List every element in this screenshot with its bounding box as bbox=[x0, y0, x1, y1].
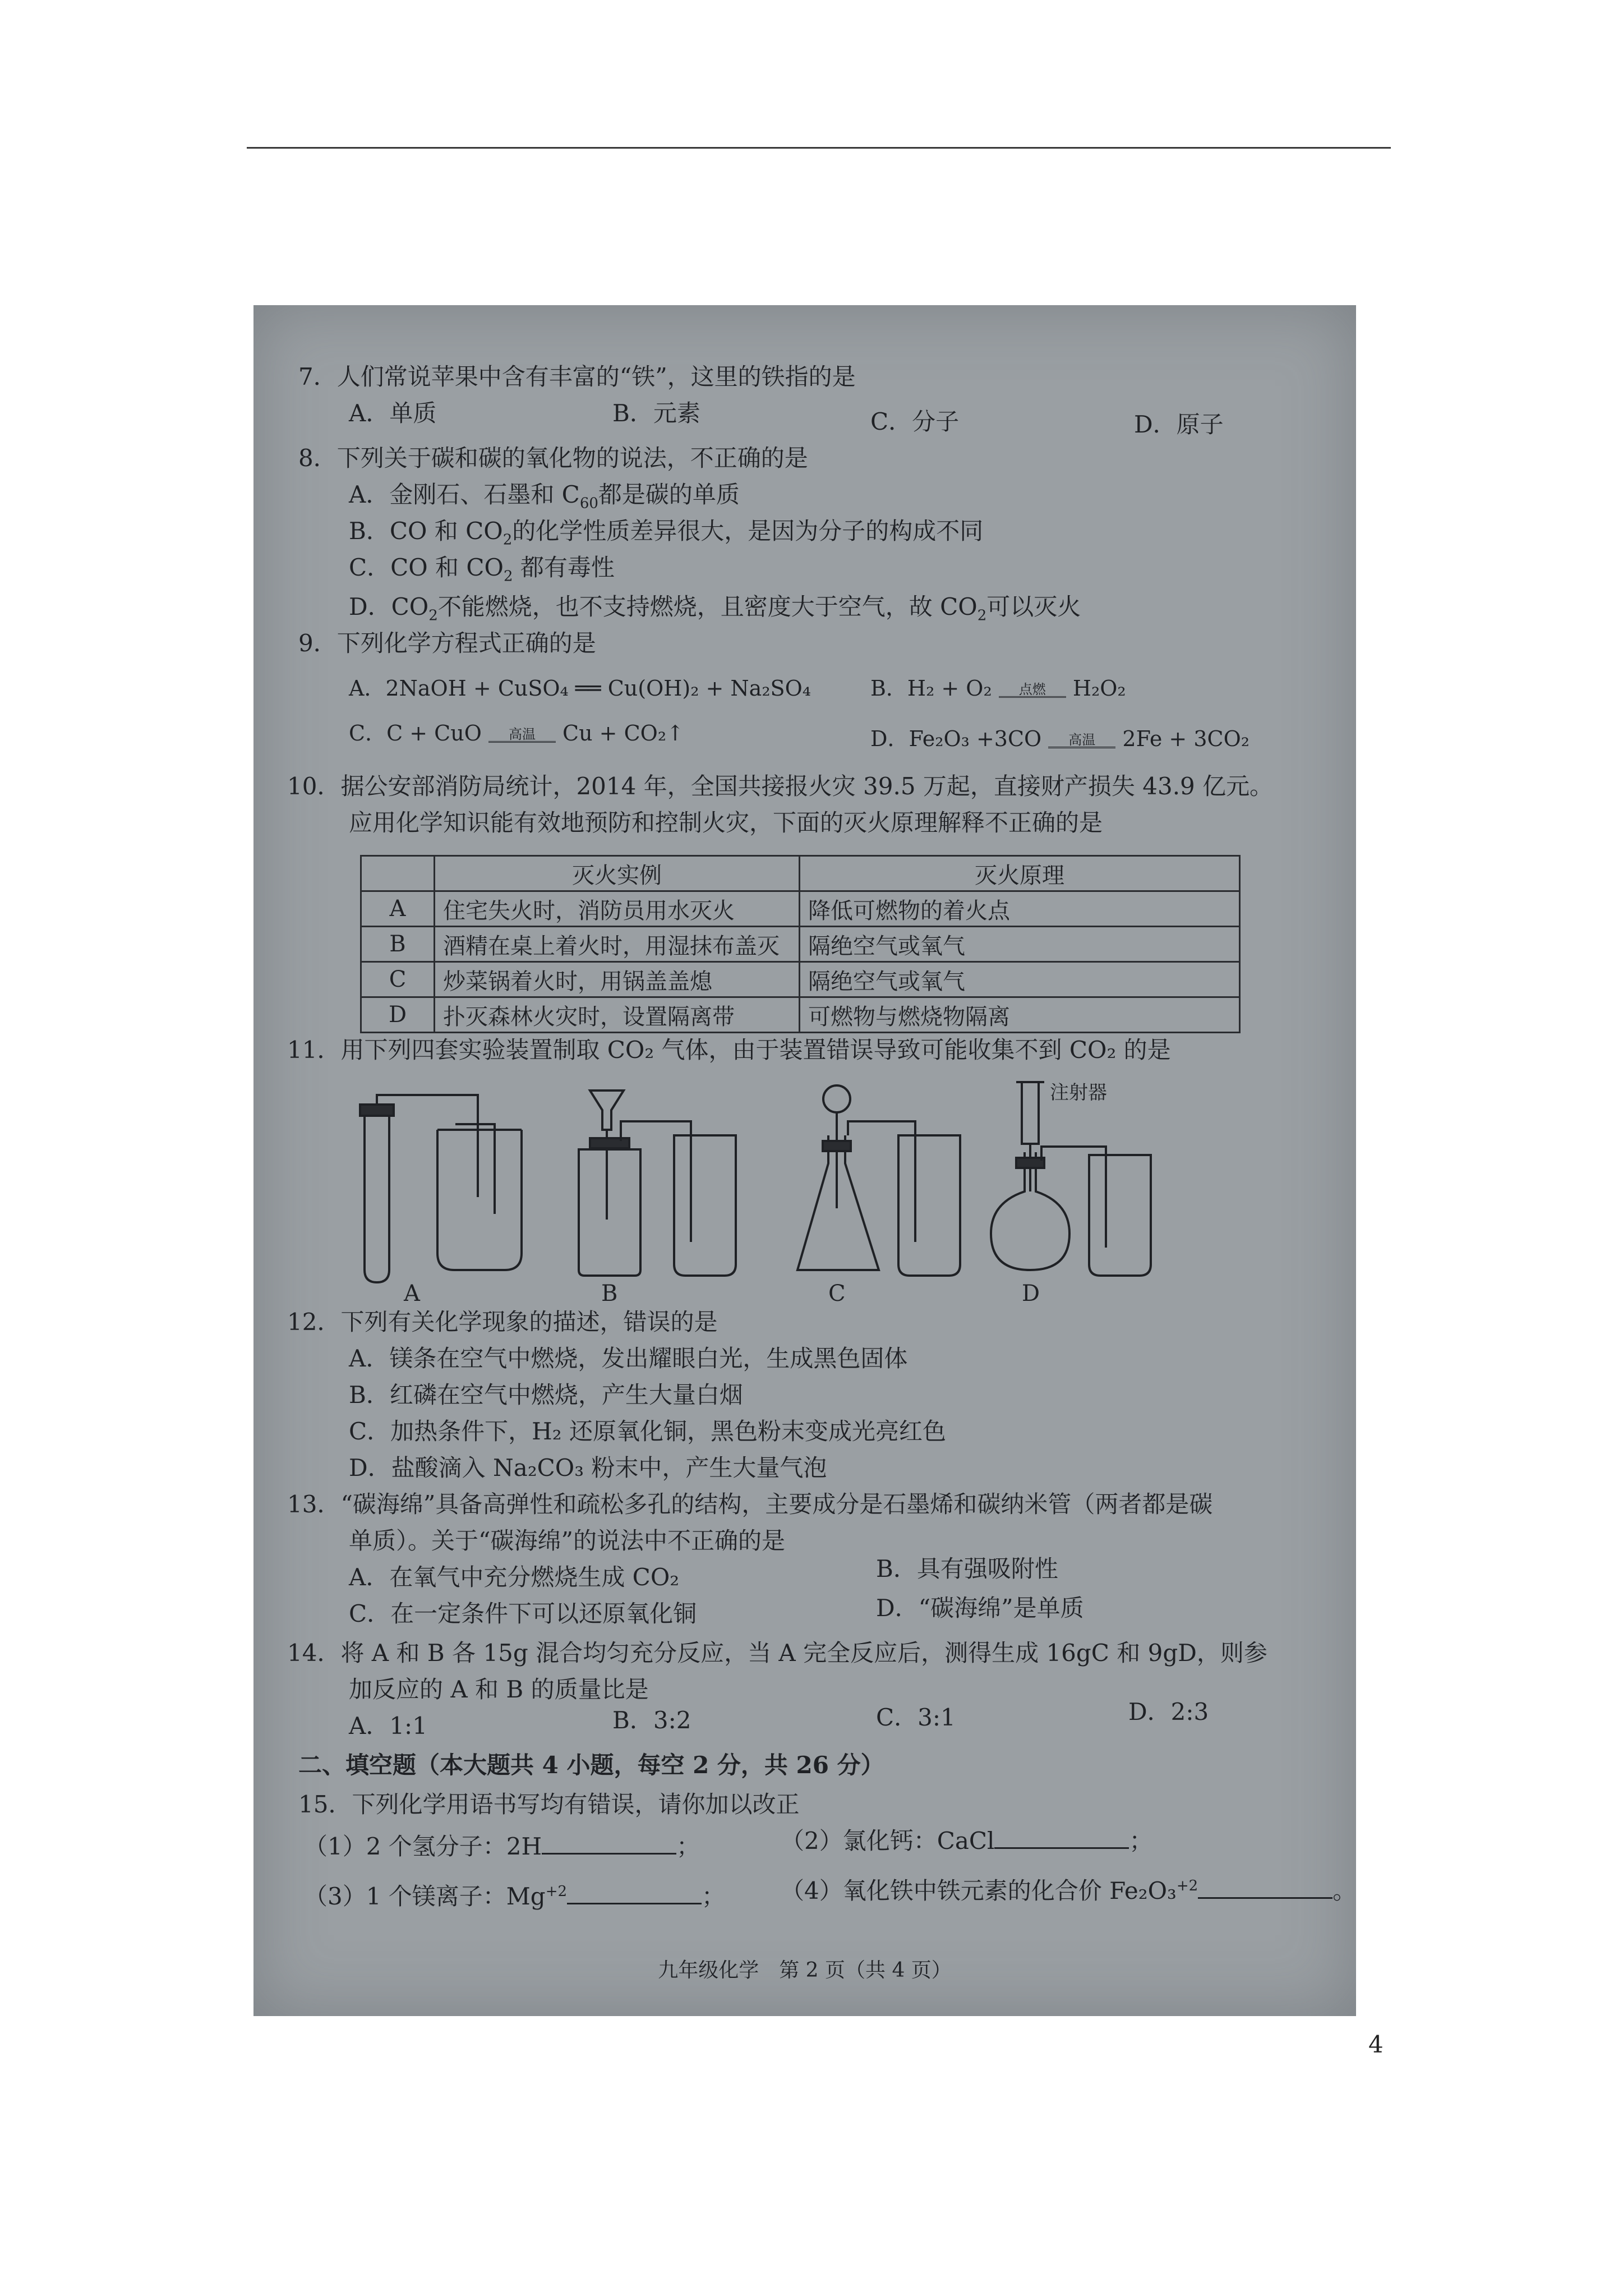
q13-option-a: A．在氧气中充分燃烧生成 CO₂ bbox=[349, 1563, 680, 1591]
q8-option-d bbox=[349, 591, 1081, 631]
q7-option-a: A．单质 bbox=[349, 399, 437, 427]
q15-part-2-text: （2）氯化钙：CaCl bbox=[781, 1827, 995, 1855]
q9-b-cond-text: 点燃 bbox=[999, 683, 1066, 698]
q15-part-3-charge: +2 bbox=[545, 1883, 568, 1900]
q8-b-sub: 2 bbox=[502, 531, 513, 549]
q14-option-b: B．3:2 bbox=[612, 1706, 691, 1734]
table-cell: 隔绝空气或氧气 bbox=[800, 927, 1240, 962]
q9-stem: 9．下列化学方程式正确的是 bbox=[298, 629, 596, 657]
header-rule bbox=[247, 147, 1391, 149]
table-cell: D bbox=[361, 997, 435, 1033]
q8-d-text: D．CO bbox=[349, 593, 429, 620]
table-row bbox=[361, 891, 1240, 927]
q8-c-sub: 2 bbox=[503, 568, 513, 585]
q13-option-b: B．具有强吸附性 bbox=[876, 1555, 1058, 1582]
table-cell: 隔绝空气或氧气 bbox=[800, 962, 1240, 997]
q9-c-product: Cu + CO₂↑ bbox=[562, 721, 684, 746]
q13-stem-1: 13．“碳海绵”具备高弹性和疏松多孔的结构，主要成分是石墨烯和碳纳米管（两者都是碳 bbox=[287, 1490, 1213, 1518]
q9-d-cond-text: 高温 bbox=[1048, 733, 1115, 748]
q15-blank-1[interactable] bbox=[542, 1835, 676, 1855]
q8-c-text: C．CO 和 CO bbox=[349, 554, 504, 581]
q15-part-1-text: （1）2 个氢分子：2H bbox=[304, 1833, 542, 1860]
table-cell: C bbox=[361, 962, 435, 997]
q8-option-b bbox=[349, 516, 983, 555]
table-row bbox=[361, 962, 1240, 997]
table-cell: 住宅失火时，消防员用水灭火 bbox=[435, 891, 800, 927]
q8-d-sub-2: 2 bbox=[977, 607, 987, 624]
q9-c-condition bbox=[488, 728, 556, 743]
exam-page-footer: 九年级化学 第 2 页（共 4 页） bbox=[658, 1959, 952, 1982]
q14-option-a: A．1:1 bbox=[349, 1712, 427, 1740]
table-header-cell: 灭火原理 bbox=[800, 856, 1240, 891]
q8-a-sub: 60 bbox=[579, 495, 598, 512]
q9-option-a: A．2NaOH + CuSO₄ ══ Cu(OH)₂ + Na₂SO₄ bbox=[349, 676, 811, 701]
q11-stem: 11．用下列四套实验装置制取 CO₂ 气体，由于装置错误导致可能收集不到 CO₂ 的是 bbox=[287, 1036, 1171, 1064]
table-header-cell: 灭火实例 bbox=[435, 856, 800, 891]
q9-d-condition bbox=[1048, 733, 1115, 748]
q13-stem-2: 单质）。关于“碳海绵”的说法中不正确的是 bbox=[349, 1527, 785, 1554]
q8-d-text-3: 可以灭火 bbox=[986, 593, 1081, 620]
table-cell: 可燃物与燃烧物隔离 bbox=[800, 997, 1240, 1033]
table-cell: A bbox=[361, 891, 435, 927]
q9-b-text: B．H₂ + O₂ bbox=[870, 676, 992, 701]
section-2-heading: 二、填空题（本大题共 4 小题，每空 2 分，共 26 分） bbox=[298, 1751, 884, 1779]
q7-option-c: C．分子 bbox=[870, 408, 960, 435]
q9-b-product: H₂O₂ bbox=[1072, 676, 1126, 701]
apparatus-label-d: D bbox=[1022, 1281, 1040, 1306]
q15-part-3: （3）1 个镁离子：$Mg^{+2}$ ； bbox=[304, 1883, 726, 1910]
q9-c-text: C．C + CuO bbox=[349, 721, 482, 746]
q11-apparatus-diagram bbox=[354, 1079, 1224, 1306]
table-cell: 扑灭森林火灾时，设置隔离带 bbox=[435, 997, 800, 1033]
q15-stem: 15．下列化学用语书写均有错误，请你加以改正 bbox=[298, 1791, 800, 1818]
q10-stem-1: 10．据公安部消防局统计，2014 年，全国共接报火灾 39.5 万起，直接财产损失 43.9 亿元。 bbox=[287, 772, 1274, 800]
q10-table bbox=[360, 855, 1241, 1033]
q15-blank-2[interactable] bbox=[994, 1829, 1129, 1849]
apparatus-d bbox=[991, 1082, 1151, 1276]
q9-c-cond-text: 高温 bbox=[488, 728, 556, 743]
q8-option-c bbox=[349, 552, 615, 592]
q15-part-1: （1）2 个氢分子：2H ； bbox=[304, 1833, 700, 1860]
syringe-label: 注射器 bbox=[1050, 1082, 1107, 1104]
q13-option-c: C．在一定条件下可以还原氧化铜 bbox=[349, 1600, 697, 1627]
q8-b-text-2: 的化学性质差异很大，是因为分子的构成不同 bbox=[512, 517, 984, 545]
q15-blank-3[interactable] bbox=[567, 1885, 702, 1904]
q9-b-condition bbox=[999, 683, 1066, 698]
table-cell: 炒菜锅着火时，用锅盖盖熄 bbox=[435, 962, 800, 997]
q15-part-3-text: （3）1 个镁离子：Mg bbox=[304, 1883, 546, 1910]
q9-option-c bbox=[349, 717, 684, 749]
q7-option-b: B．元素 bbox=[612, 399, 700, 427]
q9-d-text: D．Fe₂O₃ +3CO bbox=[870, 726, 1042, 751]
q10-stem-2: 应用化学知识能有效地预防和控制火灾，下面的灭火原理解释不正确的是 bbox=[349, 809, 1103, 836]
q15-blank-4[interactable] bbox=[1198, 1879, 1332, 1899]
q15-part-2: （2）氯化钙：CaCl ； bbox=[781, 1827, 1153, 1855]
q15-part-4: （4）氧化铁中铁元素的化合价 Fe₂O₃$^{+2}$ 。 bbox=[781, 1877, 1357, 1904]
q8-option-a bbox=[349, 479, 740, 519]
table-cell: 降低可燃物的着火点 bbox=[800, 891, 1240, 927]
q15-part-4-text: （4）氧化铁中铁元素的化合价 Fe₂O₃ bbox=[781, 1877, 1177, 1904]
q8-stem: 8．下列关于碳和碳的氧化物的说法，不正确的是 bbox=[298, 444, 808, 472]
q12-option-d: D．盐酸滴入 Na₂CO₃ 粉末中，产生大量气泡 bbox=[349, 1454, 827, 1481]
apparatus-label-b: B bbox=[601, 1281, 618, 1306]
table-row bbox=[361, 927, 1240, 962]
table-row bbox=[361, 997, 1240, 1033]
apparatus-label-c: C bbox=[828, 1281, 846, 1306]
q12-stem: 12．下列有关化学现象的描述，错误的是 bbox=[287, 1308, 718, 1336]
q14-stem-2: 加反应的 A 和 B 的质量比是 bbox=[349, 1676, 649, 1703]
q9-d-product: 2Fe + 3CO₂ bbox=[1122, 726, 1249, 751]
q14-option-d: D．2:3 bbox=[1128, 1698, 1209, 1726]
q14-option-c: C．3:1 bbox=[876, 1704, 956, 1731]
q14-stem-1: 14．将 A 和 B 各 15g 混合均匀充分反应，当 A 完全反应后，测得生成 16gC 和 9gD，则参 bbox=[287, 1639, 1267, 1667]
q8-a-text: A．金刚石、石墨和 C bbox=[349, 481, 580, 508]
apparatus-b bbox=[579, 1091, 736, 1276]
q12-option-c: C．加热条件下，H₂ 还原氧化铜，黑色粉末变成光亮红色 bbox=[349, 1418, 946, 1445]
q9-option-b bbox=[870, 673, 1126, 704]
apparatus-label-a: A bbox=[404, 1281, 420, 1306]
table-header-cell bbox=[361, 856, 435, 891]
table-cell: B bbox=[361, 927, 435, 962]
apparatus-c bbox=[797, 1085, 960, 1276]
q8-d-text-2: 不能燃烧，也不支持燃烧，且密度大于空气，故 CO bbox=[437, 593, 978, 620]
apparatus-a bbox=[360, 1095, 522, 1282]
q12-option-b: B．红磷在空气中燃烧，产生大量白烟 bbox=[349, 1381, 743, 1409]
q8-d-sub: 2 bbox=[428, 607, 438, 624]
page-number: 4 bbox=[1368, 2031, 1384, 2058]
table-cell: 酒精在桌上着火时，用湿抹布盖灭 bbox=[435, 927, 800, 962]
q7-option-d: D．原子 bbox=[1134, 411, 1224, 438]
q13-option-d: D．“碳海绵”是单质 bbox=[876, 1594, 1084, 1622]
q9-option-d bbox=[870, 723, 1249, 754]
q7-stem: 7．人们常说苹果中含有丰富的“铁”，这里的铁指的是 bbox=[298, 363, 856, 390]
q15-part-4-valence: +2 bbox=[1176, 1878, 1198, 1894]
q12-option-a: A．镁条在空气中燃烧，发出耀眼白光，生成黑色固体 bbox=[349, 1345, 908, 1372]
table-header-row bbox=[361, 856, 1240, 891]
q8-c-text-2: 都有毒性 bbox=[520, 554, 615, 581]
exam-photo bbox=[253, 305, 1356, 2016]
q8-a-text-2: 都是碳的单质 bbox=[598, 481, 740, 508]
q8-b-text: B．CO 和 CO bbox=[349, 517, 503, 545]
